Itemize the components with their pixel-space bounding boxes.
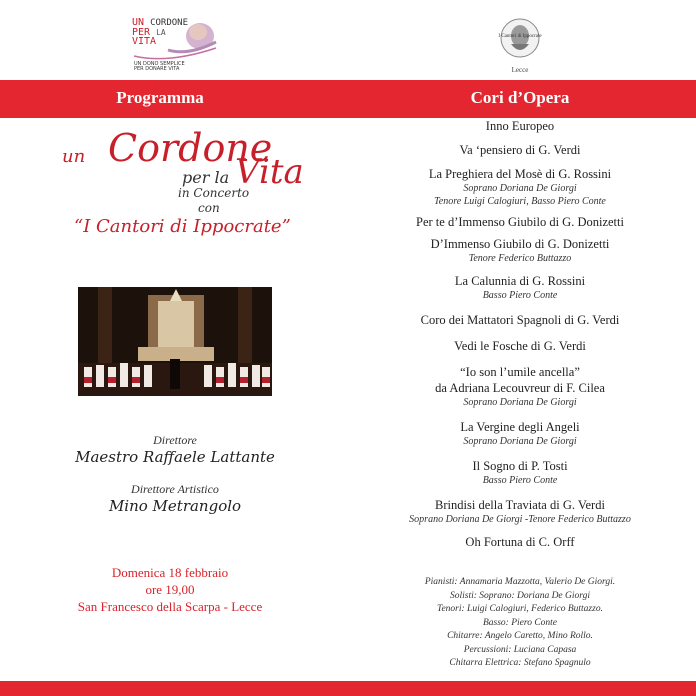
program-title: Oh Fortuna di C. Orff: [465, 535, 575, 549]
performers-list: [380, 576, 660, 671]
program-title: Inno Europeo: [485, 119, 555, 133]
cordone-per-la-vita-logo: [128, 12, 220, 76]
list-item: [380, 338, 660, 354]
artistic-director-credit: [60, 482, 290, 515]
program-performer: Soprano Doriana De Giorgi -Tenore Federico Buttazzo: [409, 514, 631, 525]
logo-right-city: Lecce: [511, 66, 529, 74]
program-title-line-2: da Adriana Lecouvreur di F. Cilea: [435, 381, 605, 395]
logo-left-tagline: UN DONO SEMPLICE PER DONARE VITA: [134, 61, 185, 72]
program-title: Vedi le Fosche di G. Verdi: [454, 339, 586, 353]
list-item: [380, 419, 660, 448]
logo-left-line-3: PER: [132, 27, 151, 38]
performer-line: Chitarra Elettrica: Stefano Spagnulo: [449, 658, 591, 668]
list-item: [380, 364, 660, 409]
logo-left-line-5: VITA: [132, 36, 157, 47]
artistic-director-name: Mino Metrangolo: [108, 497, 242, 515]
program-title: Il Sogno di P. Tosti: [472, 459, 568, 473]
list-item: [380, 118, 660, 134]
program-list: [380, 118, 660, 556]
director-name: Maestro Raffaele Lattante: [75, 448, 275, 466]
list-item: [380, 458, 660, 487]
program-performer: Tenore Luigi Calogiuri, Basso Piero Conte: [434, 196, 606, 207]
logo-left-line-4: LA: [156, 28, 166, 37]
title-choir: “I Cantori di Ippocrate”: [74, 216, 291, 237]
logo-left-line-2: CORDONE: [150, 18, 189, 28]
programma-label: Programma: [116, 88, 204, 107]
performer-line: Basso: Piero Conte: [482, 617, 558, 628]
performer-line: Percussioni: Luciana Capasa: [463, 644, 577, 655]
program-performer: Soprano Doriana De Giorgi: [463, 397, 577, 408]
hippocrates-head-icon: [490, 14, 550, 64]
list-item: [380, 236, 660, 265]
logo-right-name: I Cantori di Ippocrate: [498, 34, 542, 39]
list-item: [380, 166, 660, 208]
list-item: [380, 273, 660, 302]
artistic-director-role: Direttore Artistico: [131, 482, 219, 496]
program-title: La Calunnia di G. Rossini: [454, 274, 586, 288]
event-date: Domenica 18 febbraio: [111, 565, 229, 580]
title-cordone: Cordone: [108, 126, 273, 170]
title-in-concerto: in Concerto: [178, 186, 250, 200]
title-con: con: [198, 201, 220, 215]
program-performer: Tenore Federico Buttazzo: [468, 253, 572, 264]
performer-line: Solisti: Soprano: Doriana De Giorgi: [449, 590, 591, 601]
performer-line: Chitarre: Angelo Caretto, Mino Rollo.: [447, 631, 593, 641]
cori-dopera-label: Cori d’Opera: [470, 88, 570, 107]
program-performer: Soprano Doriana De Giorgi: [463, 436, 577, 447]
program-title: Per te d’Immenso Giubilo di G. Donizetti: [416, 215, 624, 229]
director-credit: [60, 433, 290, 466]
title-vita: Vita: [235, 152, 304, 192]
event-place: San Francesco della Scarpa - Lecce: [77, 599, 263, 614]
performer-line: Pianisti: Annamaria Mazzotta, Valerio De Giorgi.: [424, 577, 616, 587]
footer-band: [0, 681, 696, 696]
program-performer: Basso Piero Conte: [482, 475, 558, 486]
director-role: Direttore: [153, 433, 197, 447]
list-item: [380, 142, 660, 158]
concert-title: [50, 124, 320, 244]
title-un: un: [62, 146, 86, 167]
program-title: Va ‘pensiero di G. Verdi: [459, 143, 581, 157]
list-item: [380, 497, 660, 526]
event-time: ore 19,00: [145, 582, 195, 597]
program-performer: Soprano Doriana De Giorgi: [463, 183, 577, 194]
list-item: [380, 214, 660, 230]
program-title: La Vergine degli Angeli: [460, 420, 580, 434]
program-title: La Preghiera del Mosè di G. Rossini: [428, 167, 612, 181]
cantori-di-ippocrate-logo: [490, 14, 550, 76]
header-band: [0, 80, 696, 118]
event-info: [40, 564, 300, 615]
logo-left-line-1: UN: [132, 17, 145, 28]
performer-line: Tenori: Luigi Calogiuri, Federico Buttazzo.: [437, 604, 603, 614]
program-title: Brindisi della Traviata di G. Verdi: [435, 498, 605, 512]
program-performer: Basso Piero Conte: [482, 290, 558, 301]
program-title: “Io son l’umile ancella”: [460, 365, 580, 379]
program-title: D’Immenso Giubilo di G. Donizetti: [430, 237, 610, 251]
choir-church-photo: [78, 287, 272, 396]
list-item: [380, 312, 660, 328]
list-item: [380, 534, 660, 550]
title-per-la: per la: [182, 168, 230, 187]
program-title: Coro dei Mattatori Spagnoli di G. Verdi: [420, 313, 620, 327]
